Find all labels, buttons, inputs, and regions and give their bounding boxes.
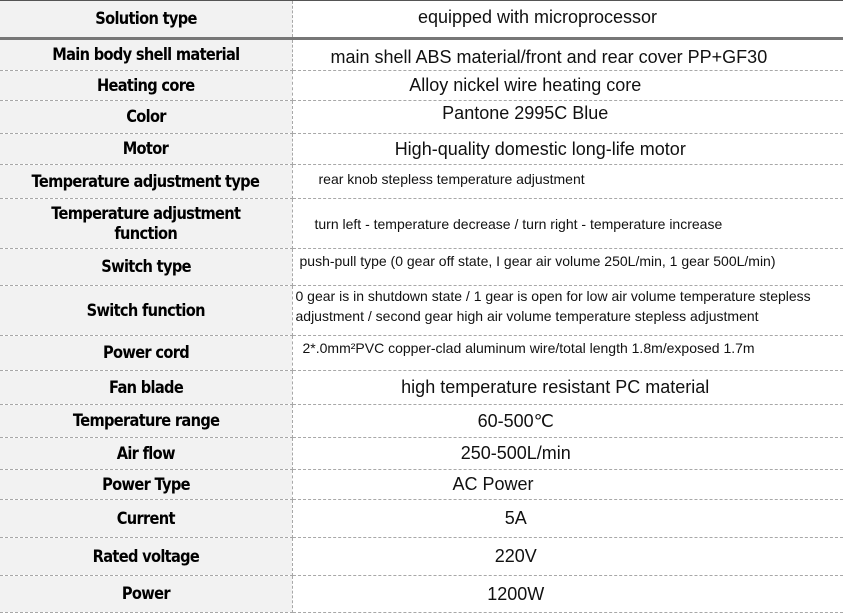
spec-row-temperature-range (0, 405, 843, 438)
spec-row-solution-type (0, 1, 843, 39)
spec-row-power (0, 576, 843, 613)
spec-label: Color (0, 101, 292, 134)
spec-value: turn left - temperature decrease / turn right - temperature increase (292, 199, 843, 249)
spec-row-color (0, 101, 843, 134)
spec-value: push-pull type (0 gear off state, I gear air volume 250L/min, 1 gear 500L/min) (292, 249, 843, 286)
spec-value: 0 gear is in shutdown state / 1 gear is open for low air volume temperature stepless adjustment / second gear high air volume temperature stepless adjustment (292, 286, 843, 336)
spec-row-current (0, 500, 843, 538)
spec-value: AC Power (292, 470, 843, 500)
spec-label: Air flow (0, 438, 292, 470)
spec-label: Switch function (0, 286, 292, 336)
spec-label: Power cord (0, 336, 292, 371)
spec-label: Fan blade (0, 371, 292, 405)
spec-row-rated-voltage (0, 538, 843, 576)
spec-value: 5A (292, 500, 843, 538)
spec-value: 2*.0mm²PVC copper-clad aluminum wire/total length 1.8m/exposed 1.7m (292, 336, 843, 371)
spec-row-air-flow (0, 438, 843, 470)
spec-label: Switch type (0, 249, 292, 286)
spec-label: Power (0, 576, 292, 613)
spec-value: 220V (292, 538, 843, 576)
spec-value: rear knob stepless temperature adjustment (292, 165, 843, 199)
spec-label: Temperature range (0, 405, 292, 438)
spec-label: Main body shell material (0, 39, 292, 71)
spec-value: main shell ABS material/front and rear cover PP+GF30 (292, 39, 843, 71)
spec-label: Rated voltage (0, 538, 292, 576)
spec-label: Temperature adjustment function (0, 199, 292, 249)
spec-row-heating-core (0, 71, 843, 101)
spec-label: Power Type (0, 470, 292, 500)
spec-value: high temperature resistant PC material (292, 371, 843, 405)
spec-row-temp-adjust-function (0, 199, 843, 249)
spec-value: Alloy nickel wire heating core (292, 71, 843, 101)
spec-label: Current (0, 500, 292, 538)
spec-value: equipped with microprocessor (292, 1, 843, 39)
spec-value: High-quality domestic long-life motor (292, 134, 843, 165)
spec-value: 1200W (292, 576, 843, 613)
spec-row-power-type (0, 470, 843, 500)
spec-row-motor (0, 134, 843, 165)
spec-label: Temperature adjustment type (0, 165, 292, 199)
spec-label: Solution type (0, 1, 292, 39)
spec-value: Pantone 2995C Blue (292, 101, 843, 134)
spec-row-shell-material (0, 39, 843, 71)
spec-label: Heating core (0, 71, 292, 101)
spec-row-switch-type (0, 249, 843, 286)
spec-value: 60-500℃ (292, 405, 843, 438)
spec-row-temp-adjust-type (0, 165, 843, 199)
spec-row-power-cord (0, 336, 843, 371)
spec-row-fan-blade (0, 371, 843, 405)
spec-label: Motor (0, 134, 292, 165)
spec-value: 250-500L/min (292, 438, 843, 470)
spec-row-switch-function (0, 286, 843, 336)
